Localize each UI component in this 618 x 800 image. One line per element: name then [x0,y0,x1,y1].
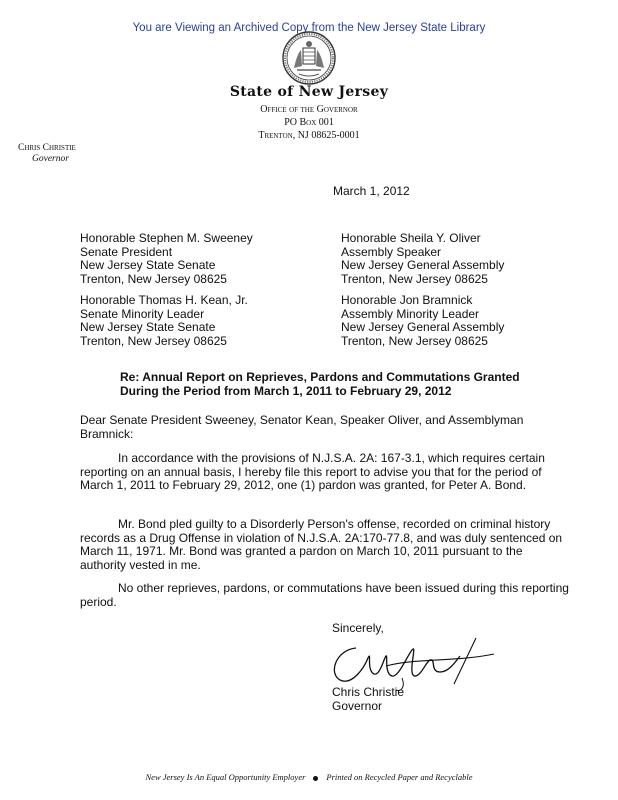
recipient-city: Trenton, New Jersey 08625 [80,333,227,348]
recipient-address [341,232,601,286]
subject-line-1: Re: Annual Report on Reprieves, Pardons and Commutations Granted [120,370,520,384]
body-paragraph: In accordance with the provisions of N.J.S.A. 2A: 167-3.1, which requires certain reporting on an annual basis, I hereby file this report to advise you that for the period of March 1, 2011 to February 29, 2012, one (1) pardon was granted, for Peter A. Bond. [80,451,545,492]
office-city: Trenton, NJ 08625-0001 [258,130,360,141]
recipient-city: Trenton, New Jersey 08625 [341,271,488,286]
bullet-icon [313,776,318,781]
office-po-box: PO Box 001 [284,117,334,128]
recipient-body: New Jersey State Senate [80,258,216,272]
letter-date: March 1, 2012 [333,184,410,198]
signature-block [332,622,532,732]
footer-employer: New Jersey Is An Equal Opportunity Employer [145,772,306,782]
recipient-body: New Jersey General Assembly [341,258,505,272]
letterhead-title: State of New Jersey [229,84,389,100]
governor-name: Chris Christie [18,143,76,153]
footer-recycled: Printed on Recycled Paper and Recyclable [326,772,473,782]
recipient-name: Honorable Thomas H. Kean, Jr. [80,293,248,307]
office-name: Office of the Governor [260,104,358,115]
salutation: Dear Senate President Sweeney, Senator Kean, Speaker Oliver, and Assemblyman Bramnick: [80,413,524,441]
state-seal-icon [281,30,337,86]
recipient-body: New Jersey State Senate [80,320,216,334]
recipient-name: Honorable Stephen M. Sweeney [80,231,253,245]
recipient-name: Honorable Sheila Y. Oliver [341,231,481,245]
signer-title: Governor [332,699,383,713]
recipient-title: Assembly Minority Leader [341,306,480,321]
letterhead-office [0,103,618,142]
recipient-title: Senate Minority Leader [80,306,205,321]
body-paragraph: No other reprieves, pardons, or commutations have been issued during this reporting period. [80,581,569,609]
recipient-city: Trenton, New Jersey 08625 [341,333,488,348]
archive-banner: You are Viewing an Archived Copy from the New Jersey State Library [132,22,486,34]
subject-line-2: During the Period from March 1, 2011 to February 29, 2012 [120,383,452,398]
body-paragraph: Mr. Bond pled guilty to a Disorderly Person's offense, recorded on criminal history records as a Drug Offense in violation of N.J.S.A. 2A:170-77.8, and was duly sentenced on March 11, 1971. Mr. Bond was granted a pardon on March 10, 2011 pursuant to the authority vested in me. [80,517,563,572]
footer [0,772,618,782]
recipient-address [80,294,340,348]
governor-block [18,143,76,165]
recipient-title: Assembly Speaker [341,244,442,259]
recipient-address [341,294,601,348]
closing-salutation: Sincerely, [332,621,384,635]
governor-title: Governor [32,154,69,164]
subject-line [120,371,520,398]
recipient-title: Senate President [80,244,173,259]
recipient-address [80,232,340,286]
signer-name: Chris Christie [332,685,405,699]
recipient-body: New Jersey General Assembly [341,320,505,334]
recipient-name: Honorable Jon Bramnick [341,293,473,307]
recipient-city: Trenton, New Jersey 08625 [80,271,227,286]
